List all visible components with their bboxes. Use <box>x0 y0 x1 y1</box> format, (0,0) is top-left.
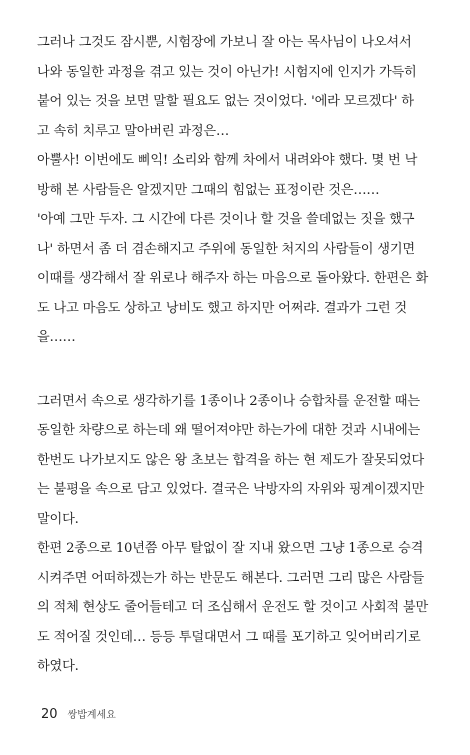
text-line: 그러나 그것도 잠시뿐, 시험장에 가보니 잘 아는 목사님이 나오셔서 <box>37 35 412 50</box>
text-line: 도 나고 마음도 상하고 낭비도 했고 하지만 어쩌랴. 결과가 그런 것 <box>37 300 407 316</box>
text-line: 아뿔사! 이번에도 삐익! 소리와 함께 차에서 내려와야 했다. 몇 번 낙 <box>37 153 418 168</box>
text-line: 방해 본 사람들은 알겠지만 그때의 힘없는 표정이란 것은…… <box>37 182 380 198</box>
text-line: 붙어 있는 것을 보면 말할 필요도 없는 것이었다. '에라 모르겠다' 하 <box>37 94 414 109</box>
page-body <box>37 28 437 682</box>
text-line: 이때를 생각해서 잘 위로나 해주자 하는 마음으로 돌아왔다. 한편은 화 <box>37 271 429 286</box>
text-line: 도 적어질 것인데… 등등 투덜대면서 그 때를 포기하고 잊어버리기로 <box>37 629 421 645</box>
text-line: 동일한 차량으로 하는데 왜 떨어져야만 하는가에 대한 것과 시내에는 <box>37 423 421 438</box>
text-line: 나와 동일한 과정을 겪고 있는 것이 아닌가! 시험지에 인지가 가득히 <box>37 64 417 80</box>
text-line: '아예 그만 두자. 그 시간에 다른 것이나 할 것을 쓸데없는 짓을 했구 <box>37 212 415 227</box>
text-line: 그러면서 속으로 생각하기를 1종이나 2종이나 승합차를 운전할 때는 <box>37 393 420 409</box>
page-number: 20 <box>41 707 58 722</box>
paragraph-1 <box>37 28 437 146</box>
text-line: 고 속히 치루고 말아버린 과정은… <box>37 123 229 139</box>
text-line: 말이다. <box>37 511 79 527</box>
text-line: 나' 하면서 좀 더 겸손해지고 주위에 동일한 처지의 사람들이 생기면 <box>37 241 415 257</box>
text-line: 한편 2종으로 10년쯤 아무 탈없이 잘 지내 왔으면 그냥 1종으로 승격 <box>37 541 424 556</box>
paragraph-3 <box>37 205 437 353</box>
paragraph-5 <box>37 534 437 682</box>
text-line: 한번도 나가보지도 않은 왕 초보는 합격을 하는 현 제도가 잘못되었다 <box>37 452 425 468</box>
running-title: 쌍밥계세요 <box>67 710 116 721</box>
paragraph-4 <box>37 387 437 535</box>
text-line: 의 적체 현상도 줄어들테고 더 조심해서 운전도 할 것이고 사회적 불만 <box>37 600 429 615</box>
page-footer <box>41 706 116 722</box>
text-line: 하였다. <box>37 659 79 674</box>
text-line: 는 불평을 속으로 담고 있었다. 결국은 낙방자의 자위와 핑계이겠지만 <box>37 482 425 497</box>
paragraph-2 <box>37 146 437 205</box>
text-line: 을…… <box>37 330 76 345</box>
text-line: 시켜주면 어떠하겠는가 하는 반문도 해본다. 그러면 그리 많은 사람들 <box>37 570 425 586</box>
paragraph-gap <box>37 353 437 387</box>
